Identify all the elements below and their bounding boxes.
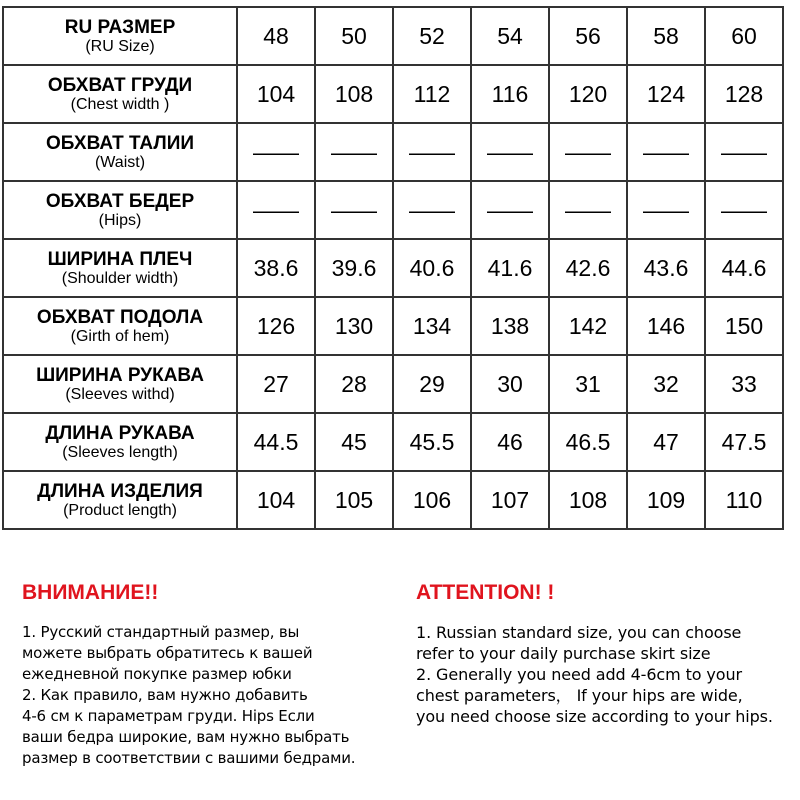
row-label-english: (Sleeves withd) (65, 385, 175, 403)
table-cell: 46 (471, 413, 549, 471)
table-cell: —— (393, 123, 471, 181)
table-cell: 27 (237, 355, 315, 413)
row-label-english: (Shoulder width) (61, 269, 179, 287)
row-label (3, 297, 237, 355)
table-cell: 110 (705, 471, 783, 529)
table-cell: 116 (471, 65, 549, 123)
notice-english-text (416, 622, 800, 727)
table-cell: 42.6 (549, 239, 627, 297)
table-cell: 109 (627, 471, 705, 529)
table-cell: 146 (627, 297, 705, 355)
table-cell: —— (393, 181, 471, 239)
table-cell: 31 (549, 355, 627, 413)
row-label (3, 123, 237, 181)
table-cell: 33 (705, 355, 783, 413)
row-label-english: (Sleeves length) (62, 443, 178, 461)
notice-line: 2. Generally you need add 4-6cm to your (416, 665, 742, 684)
table-cell: 104 (237, 65, 315, 123)
table-cell: —— (549, 123, 627, 181)
table-cell: —— (627, 181, 705, 239)
notice-line: 2. Как правило, вам нужно добавить (22, 686, 308, 704)
row-label (3, 413, 237, 471)
row-label-russian: ОБХВАТ ТАЛИИ (45, 132, 195, 154)
table-cell: 54 (471, 7, 549, 65)
table-row (3, 65, 783, 123)
table-cell: —— (627, 123, 705, 181)
table-cell: 45 (315, 413, 393, 471)
table-cell: 60 (705, 7, 783, 65)
table-row (3, 239, 783, 297)
row-label-english: (Product length) (63, 501, 177, 519)
table-cell: 47.5 (705, 413, 783, 471)
row-label-english: (Hips) (98, 211, 142, 229)
row-label (3, 239, 237, 297)
row-label (3, 471, 237, 529)
table-cell: 40.6 (393, 239, 471, 297)
table-row (3, 413, 783, 471)
table-cell: —— (315, 181, 393, 239)
row-label-russian: ОБХВАТ ГРУДИ (47, 74, 193, 96)
table-cell: 124 (627, 65, 705, 123)
table-cell: 104 (237, 471, 315, 529)
table-row (3, 181, 783, 239)
notice-line: refer to your daily purchase skirt size (416, 644, 711, 663)
row-label-russian: ШИРИНА РУКАВА (36, 364, 204, 386)
table-row (3, 7, 783, 65)
row-label (3, 7, 237, 65)
table-cell: 138 (471, 297, 549, 355)
table-cell: 28 (315, 355, 393, 413)
table-cell: —— (315, 123, 393, 181)
table-cell: —— (549, 181, 627, 239)
row-label-russian: ОБХВАТ ПОДОЛА (36, 306, 204, 328)
table-row (3, 123, 783, 181)
notice-russian-text (22, 622, 402, 769)
table-cell: —— (237, 123, 315, 181)
table-row (3, 355, 783, 413)
table-cell: 150 (705, 297, 783, 355)
table-cell: 108 (315, 65, 393, 123)
row-label-russian: ОБХВАТ БЕДЕР (45, 190, 195, 212)
notice-english (416, 580, 800, 727)
row-label-english: (RU Size) (85, 37, 155, 55)
table-row (3, 471, 783, 529)
size-chart (2, 6, 784, 530)
table-cell: 112 (393, 65, 471, 123)
table-cell: —— (471, 181, 549, 239)
table-cell: 30 (471, 355, 549, 413)
table-cell: 41.6 (471, 239, 549, 297)
notice-line: ваши бедра широкие, вам нужно выбрать (22, 728, 350, 746)
table-cell: 46.5 (549, 413, 627, 471)
table-cell: 39.6 (315, 239, 393, 297)
table-cell: 47 (627, 413, 705, 471)
notice-line: 1. Русский стандартный размер, вы (22, 623, 300, 641)
table-cell: 58 (627, 7, 705, 65)
notice-line: ежедневной покупке размер юбки (22, 665, 292, 683)
table-cell: —— (237, 181, 315, 239)
row-label (3, 65, 237, 123)
row-label-english: (Chest width ) (70, 95, 170, 113)
table-cell: 38.6 (237, 239, 315, 297)
row-label-english: (Girth of hem) (70, 327, 170, 345)
row-label-english: (Waist) (94, 153, 146, 171)
table-cell: 108 (549, 471, 627, 529)
notice-english-title: ATTENTION! ! (416, 581, 555, 604)
row-label (3, 355, 237, 413)
table-cell: 107 (471, 471, 549, 529)
table-cell: 32 (627, 355, 705, 413)
row-label-russian: RU РАЗМЕР (64, 16, 176, 38)
size-table-body (3, 7, 783, 529)
table-cell: 128 (705, 65, 783, 123)
table-cell: 142 (549, 297, 627, 355)
table-cell: —— (705, 123, 783, 181)
row-label-russian: ДЛИНА ИЗДЕЛИЯ (37, 480, 203, 502)
table-cell: —— (705, 181, 783, 239)
row-label (3, 181, 237, 239)
table-cell: 105 (315, 471, 393, 529)
notice-line: можете выбрать обратитесь к вашей (22, 644, 313, 662)
table-cell: 130 (315, 297, 393, 355)
table-cell: 45.5 (393, 413, 471, 471)
notice-russian-title: ВНИМАНИЕ!! (22, 581, 159, 604)
table-cell: —— (471, 123, 549, 181)
table-cell: 126 (237, 297, 315, 355)
table-cell: 106 (393, 471, 471, 529)
notice-line: you need choose size according to your hips. (416, 707, 773, 726)
row-label-russian: ШИРИНА ПЛЕЧ (47, 248, 193, 270)
notice-line: 4-6 см к параметрам груди. Hips Если (22, 707, 315, 725)
table-cell: 44.5 (237, 413, 315, 471)
table-cell: 29 (393, 355, 471, 413)
table-cell: 50 (315, 7, 393, 65)
row-label-russian: ДЛИНА РУКАВА (45, 422, 195, 444)
size-table (2, 6, 784, 530)
table-cell: 56 (549, 7, 627, 65)
table-cell: 52 (393, 7, 471, 65)
table-cell: 44.6 (705, 239, 783, 297)
table-cell: 134 (393, 297, 471, 355)
notice-line: размер в соответствии с вашими бедрами. (22, 749, 356, 767)
notice-line: chest parameters， If your hips are wide, (416, 686, 743, 705)
notice-russian (22, 580, 402, 769)
table-row (3, 297, 783, 355)
notice-line: 1. Russian standard size, you can choose (416, 623, 742, 642)
table-cell: 120 (549, 65, 627, 123)
table-cell: 48 (237, 7, 315, 65)
table-cell: 43.6 (627, 239, 705, 297)
